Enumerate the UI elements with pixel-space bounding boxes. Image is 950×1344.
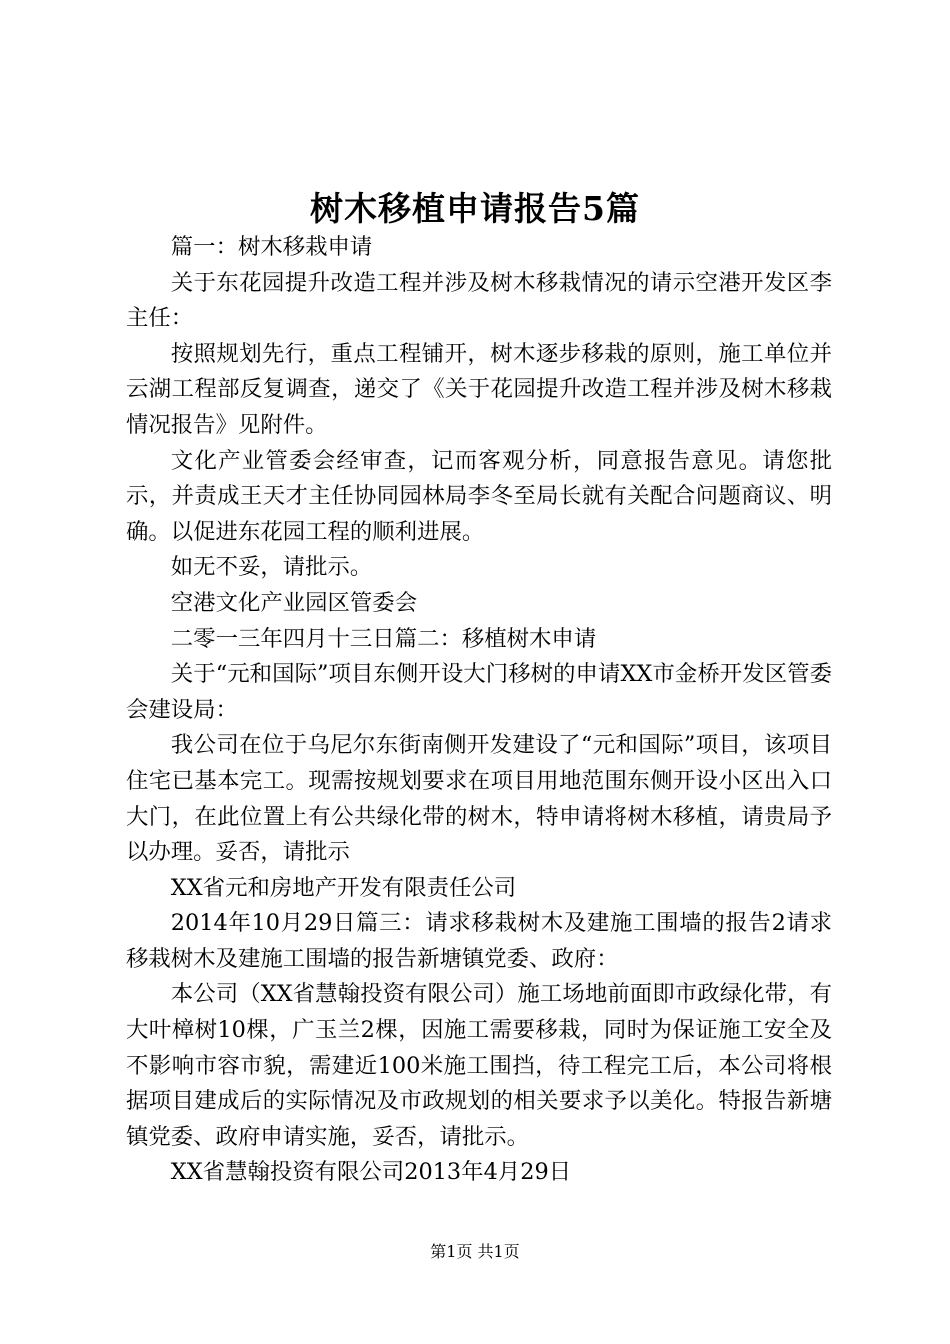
document-title: 树木移植申请报告5篇 [310,189,640,228]
paragraph-7: 二零一三年四月十三日篇二：移植树木申请 [170,625,597,652]
paragraph-6: 空港文化产业园区管委会 [170,589,418,616]
paragraph-3: 按照规划先行，重点工程铺开，树木逐步移栽的原则，施工单位并云湖工程部反复调查，递交了《关于花园提升改造工程并涉及树木移栽情况报告》见附件。 [126,340,832,438]
paragraph-2: 关于东花园提升改造工程并涉及树木移栽情况的请示空港开发区李主任： [126,269,832,332]
paragraph-5: 如无不妥，请批示。 [170,554,373,581]
paragraph-11: 2014年10月29日篇三：请求移栽树木及建施工围墙的报告2请求移栽树木及建施工围墙的报告新塘镇党委、政府： [126,910,832,972]
paragraph-8: 关于“元和国际”项目东侧开设大门移树的申请XX市金桥开发区管委会建设局： [126,661,832,723]
paragraph-12: 本公司（XX省慧翰投资有限公司）施工场地前面即市政绿化带，有大叶樟树10棵，广玉兰2棵，因施工需要移栽，同时为保证施工安全及不影响市容市貌，需建近100米施工围挡，待工程完工后，本公司将根据项目建成后的实际情况及市政规划的相关要求予以美化。特报告新塘镇党委、政府申请实施，妥否，请批示。 [126,981,832,1150]
paragraph-4: 文化产业管委会经审查，记而客观分析，同意报告意见。请您批示，并责成王天才主任协同园林局李冬至局长就有关配合问题商议、明确。以促进东花园工程的顺利进展。 [126,447,832,545]
paragraph-9: 我公司在位于乌尼尔东街南侧开发建设了“元和国际”项目，该项目住宅已基本完工。现需按规划要求在项目用地范围东侧开设小区出入口大门，在此位置上有公共绿化带的树木，特申请将树木移植，请贵局予以办理。妥否，请批示 [126,732,832,866]
page-footer: 第1页 共1页 [430,1242,520,1261]
document-body [126,230,832,1191]
paragraph-13: XX省慧翰投资有限公司2013年4月29日 [170,1159,572,1186]
paragraph-1: 篇一：树木移栽申请 [170,234,373,260]
paragraph-10: XX省元和房地产开发有限责任公司 [170,874,517,901]
